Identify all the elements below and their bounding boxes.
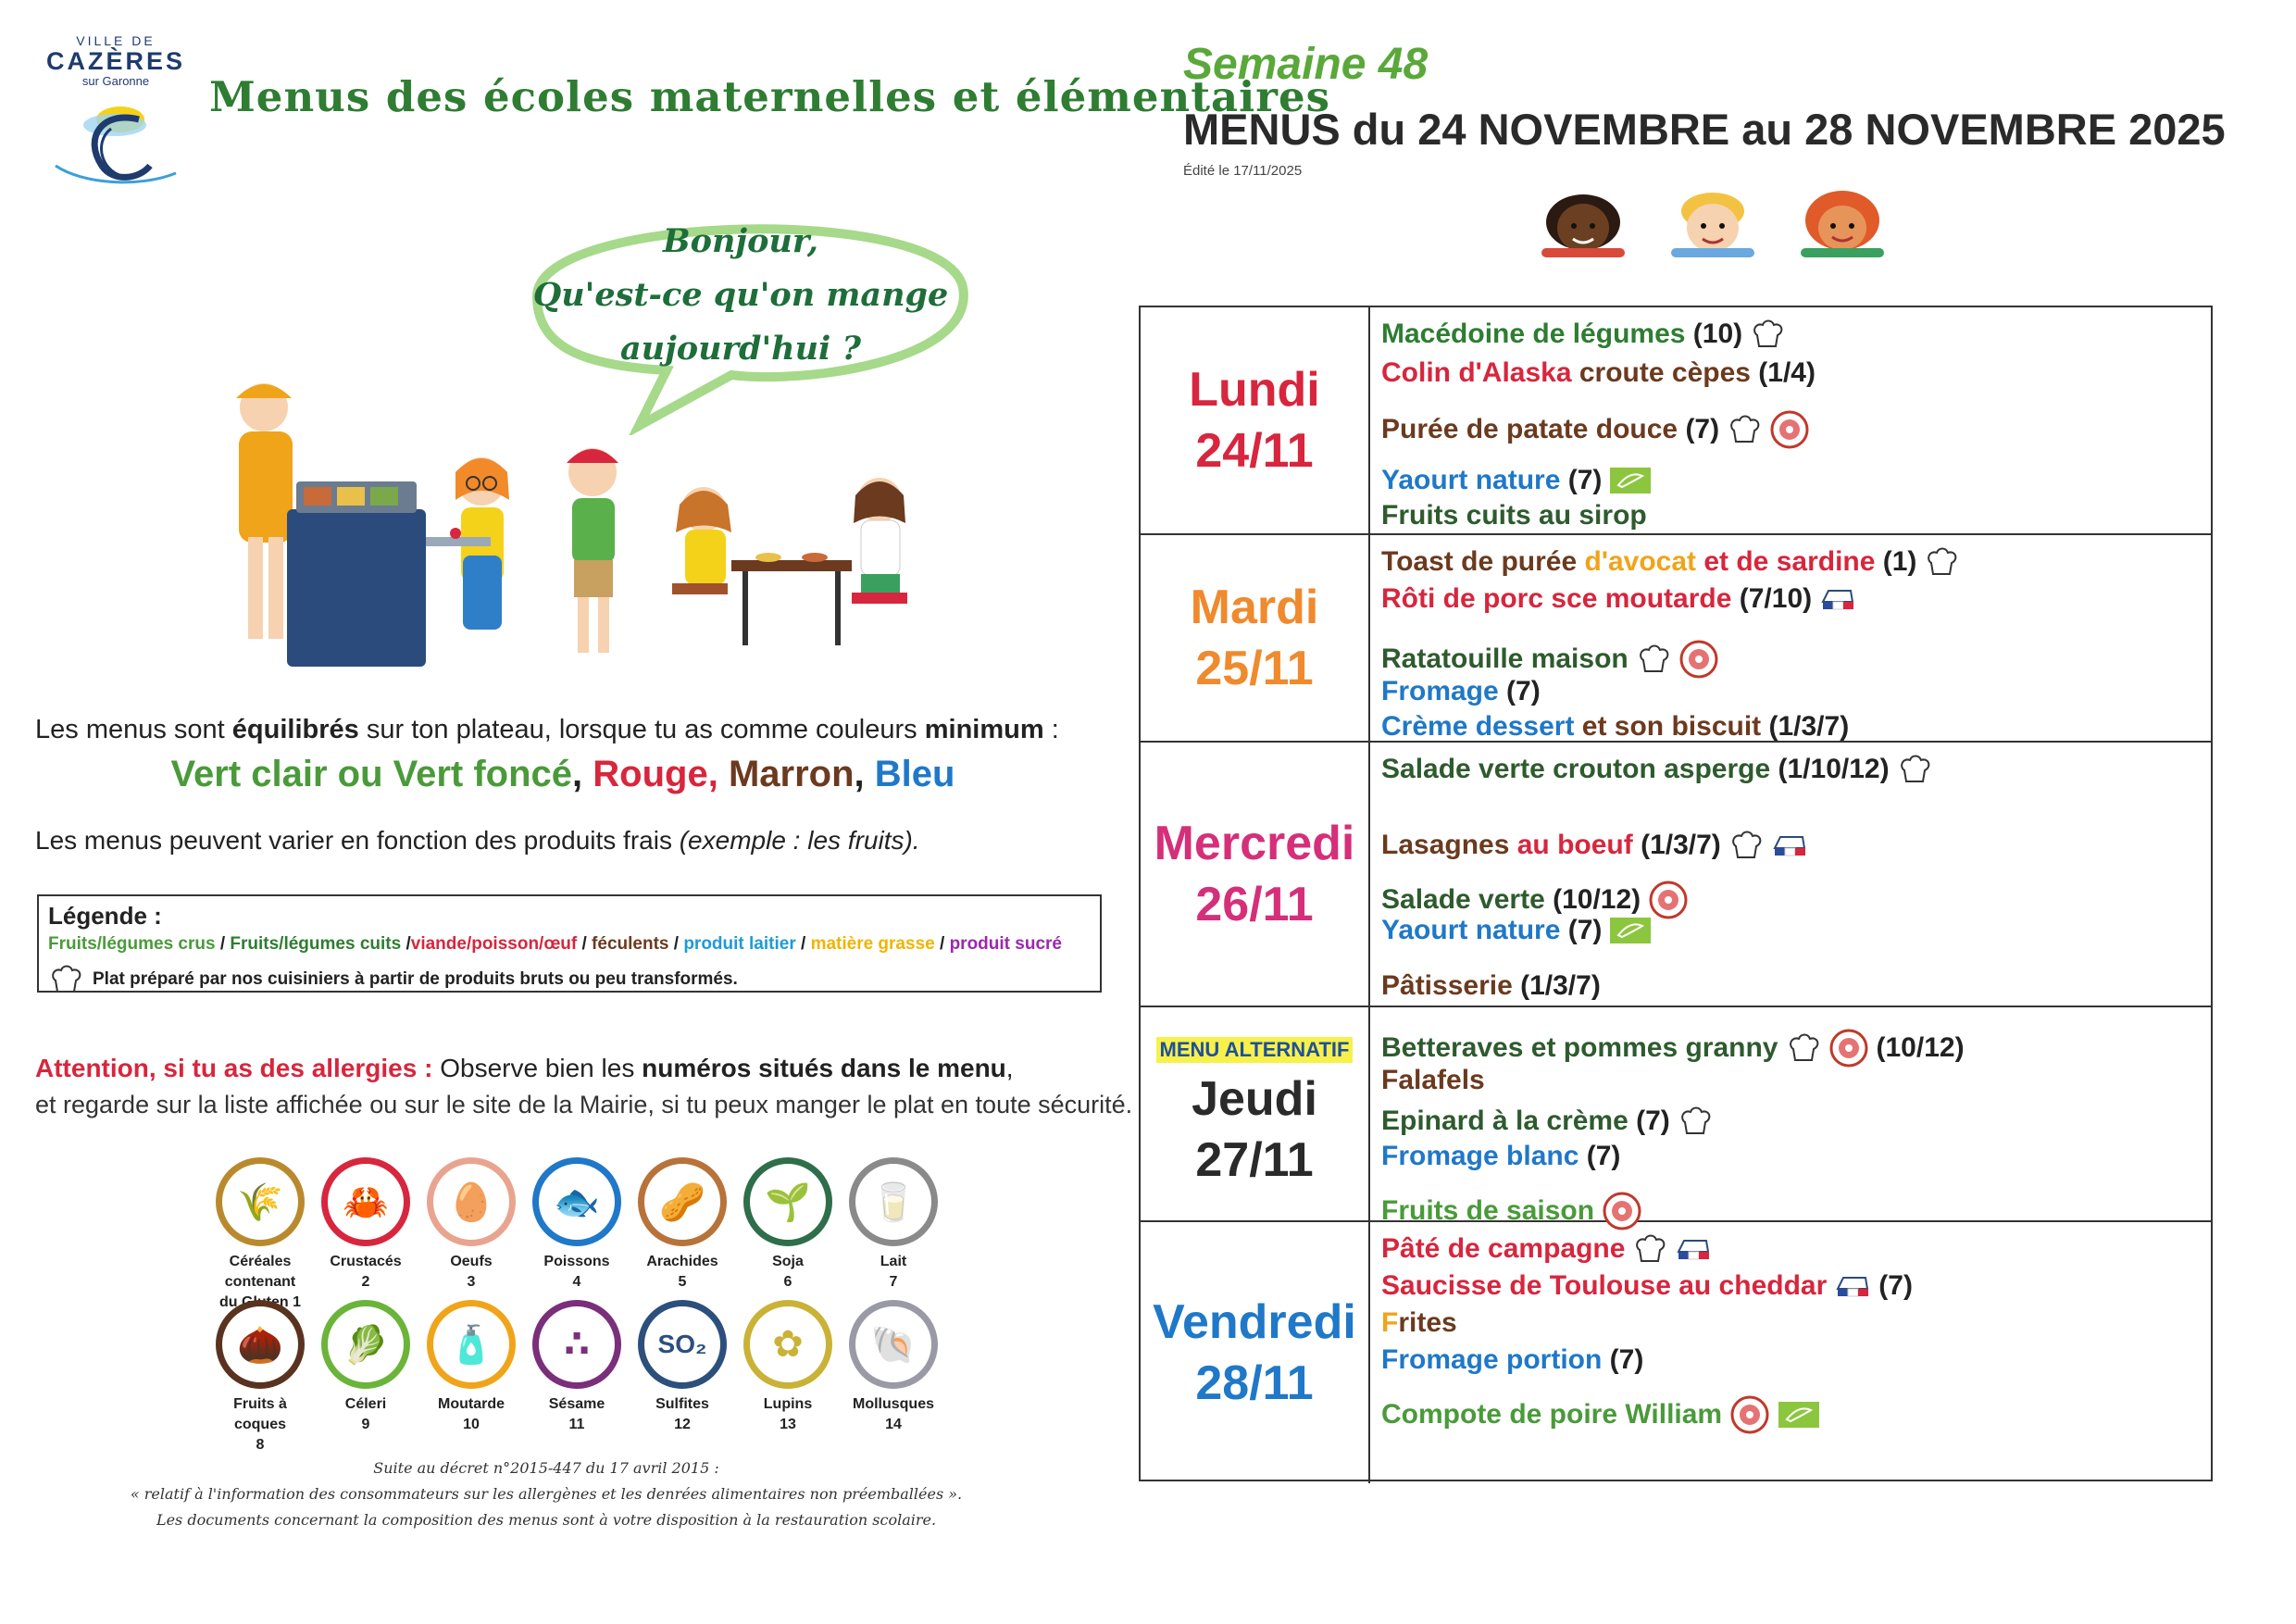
dish-text-part: Salade verte crouton asperge	[1381, 754, 1771, 784]
dish-text-part: Lasagnes	[1381, 830, 1510, 860]
dish-text-part: Crème dessert	[1381, 711, 1575, 742]
canteen-illustration	[213, 370, 917, 676]
allergen-label: Sésame	[548, 1396, 605, 1412]
dish-name	[1381, 465, 1602, 496]
dish-name	[1381, 319, 1742, 350]
allergen-4	[526, 1157, 628, 1293]
nuts-icon-glyph: 🌰	[237, 1324, 283, 1366]
day-date: 25/11	[1195, 642, 1314, 695]
wheat-icon-glyph: 🌾	[237, 1181, 283, 1223]
dish-text-part: Salade verte	[1381, 884, 1545, 915]
legend-category-10: matière grasse	[810, 934, 935, 954]
balance-bold-1: équilibrés	[231, 715, 359, 744]
allergy-warning-2: et regarde sur la liste affichée ou sur le site de la Mairie, si tu peux manger le plat en toute sécurité.	[35, 1091, 1133, 1118]
dish-item	[1381, 1394, 1820, 1435]
dish-item	[1381, 1104, 1713, 1139]
chef-hat-icon	[1728, 828, 1764, 863]
allergen-label: Fruits à coques	[233, 1396, 287, 1432]
dish-allergen-codes: (10/12)	[1876, 1032, 1965, 1063]
allergen-13	[737, 1300, 839, 1435]
dish-item	[1381, 1065, 1485, 1096]
dish-text-part: au boeuf	[1509, 830, 1633, 860]
dish-item	[1381, 828, 1808, 863]
allergen-11	[526, 1300, 628, 1435]
allergen-number: 11	[568, 1417, 585, 1432]
allergen-14	[842, 1300, 944, 1435]
dish-text-part: (10)	[1685, 319, 1743, 349]
dish-text-part: Betteraves et pommes granny	[1381, 1032, 1778, 1063]
milk-icon	[849, 1157, 938, 1246]
kid-face-1-icon	[1532, 185, 1634, 261]
peanut-icon	[638, 1157, 727, 1246]
allergen-label: Lupins	[763, 1396, 813, 1412]
dish-text-part: Rôti de porc sce moutarde	[1381, 583, 1732, 614]
kid-face-2-icon	[1662, 185, 1764, 261]
day-date: 24/11	[1195, 424, 1314, 478]
legend-category-12: produit sucré	[949, 934, 1062, 954]
allergen-9	[315, 1300, 417, 1435]
dish-item	[1381, 752, 1932, 787]
allergy-text-bold: numéros situés dans le menu	[642, 1054, 1006, 1082]
allergen-label: Céréales contenant	[224, 1254, 296, 1290]
chef-hat-icon	[48, 962, 83, 997]
dish-item	[1381, 465, 1652, 496]
dish-text-part: Fromage	[1381, 676, 1499, 706]
legend-category-3: /	[401, 934, 411, 954]
legend-category-2: Fruits/légumes cuits	[230, 934, 402, 954]
legal-line-2: « relatif à l'information des consommateurs sur les allergènes et les denrées alimentaires non préemballées ».	[130, 1485, 963, 1503]
dish-name	[1381, 1399, 1722, 1430]
legend-chef-pre: Plat préparé par nos cuisiniers	[93, 969, 350, 989]
legal-note	[111, 1455, 981, 1533]
legend-category-8: produit laitier	[683, 934, 796, 954]
color-word-1: ,	[572, 754, 593, 794]
day-date: 26/11	[1195, 878, 1314, 931]
page-title: Menus des écoles maternelles et élémentaires	[209, 72, 1330, 121]
dish-text-part: Ratatouille maison	[1381, 643, 1628, 674]
sesame-icon	[532, 1300, 621, 1389]
allergen-number: 4	[572, 1274, 581, 1290]
dish-name	[1381, 414, 1719, 445]
allergen-number: 12	[674, 1417, 691, 1432]
dish-name	[1381, 1270, 1827, 1302]
dish-name	[1381, 970, 1601, 1002]
dish-text-part: Colin d'Alaska	[1381, 357, 1572, 388]
day-name: Mardi	[1190, 581, 1319, 634]
label-rouge-icon	[1678, 639, 1719, 680]
legend-category-11: /	[934, 934, 950, 954]
dish-text-part: (7)	[1498, 676, 1541, 706]
menu-day-row-mardi	[1141, 535, 2211, 743]
menu-table	[1139, 306, 2213, 1481]
eu-organic-leaf-icon	[1609, 467, 1652, 494]
chef-hat-icon	[1678, 1104, 1713, 1139]
dish-text-part: Macédoine de légumes	[1381, 319, 1686, 349]
french-meat-origin-icon	[1834, 1272, 1871, 1300]
dish-text-part: Fromage blanc	[1381, 1141, 1579, 1171]
soy-icon	[743, 1157, 832, 1246]
chef-hat-icon	[1636, 642, 1671, 677]
vary-pre: Les menus peuvent varier en fonction des produits frais	[35, 826, 680, 855]
peanut-icon-glyph: 🥜	[659, 1181, 705, 1223]
dish-text-part: (7)	[1602, 1344, 1644, 1375]
day-cell	[1141, 743, 1370, 1006]
french-meat-origin-icon	[1819, 585, 1856, 613]
eggs-icon-glyph: 🥚	[448, 1181, 494, 1223]
alternative-menu-tag: MENU ALTERNATIF	[1156, 1037, 1354, 1063]
allergen-6	[737, 1157, 839, 1293]
vary-italic: (exemple : les fruits).	[679, 826, 920, 855]
soy-icon-glyph: 🌱	[765, 1181, 811, 1223]
balance-mid: sur ton plateau, lorsque tu as comme couleurs	[358, 715, 925, 744]
bubble-line-2: Qu'est-ce qu'on mange	[532, 276, 949, 314]
allergen-label: Lait	[880, 1254, 907, 1269]
dish-item	[1381, 544, 1959, 580]
dish-text-part: (7/10)	[1731, 583, 1813, 614]
dish-text-part: Purée de patate douce	[1381, 414, 1678, 444]
legend-category-9: /	[795, 934, 811, 954]
eu-organic-leaf-icon	[1609, 917, 1652, 944]
color-word-0: Vert clair ou Vert foncé	[170, 754, 573, 794]
dish-text-part: d'avocat	[1584, 546, 1697, 577]
allergen-number: 8	[256, 1437, 265, 1453]
dish-name	[1381, 1032, 1778, 1064]
dish-item	[1381, 1028, 1965, 1068]
dish-text-part: Compote de poire William	[1381, 1399, 1723, 1430]
dish-text-part: Fruits cuits au sirop	[1381, 500, 1647, 531]
allergen-number: 2	[361, 1274, 370, 1290]
dish-text-part: (7)	[1560, 915, 1603, 945]
dish-name	[1381, 830, 1721, 861]
french-meat-origin-icon	[1771, 831, 1808, 859]
allergen-label: Arachides	[646, 1254, 718, 1269]
chef-hat-icon	[1632, 1231, 1667, 1267]
edited-date: Édité le 17/11/2025	[1183, 163, 1303, 179]
sulfites-icon	[638, 1300, 727, 1389]
kid-face-3-icon	[1791, 185, 1893, 261]
balance-post: :	[1043, 715, 1059, 744]
day-name: Vendredi	[1153, 1295, 1356, 1349]
allergy-text-post: ,	[1005, 1054, 1014, 1082]
allergen-12	[631, 1300, 733, 1435]
day-date: 28/11	[1195, 1356, 1314, 1410]
dish-item	[1381, 1307, 1457, 1339]
dish-name	[1381, 711, 1849, 743]
legend-category-0: Fruits/légumes crus	[48, 934, 216, 954]
dish-name	[1381, 1233, 1625, 1265]
chef-hat-icon	[1786, 1031, 1821, 1066]
chef-hat-icon	[1924, 544, 1959, 580]
dish-name	[1381, 1141, 1620, 1172]
day-date: 27/11	[1195, 1133, 1314, 1187]
legend-title: Légende :	[48, 902, 162, 930]
celery-icon	[321, 1300, 410, 1389]
legend-category-4: viande/poisson/œuf	[410, 934, 578, 954]
dish-text-part: (1/4)	[1750, 357, 1816, 388]
label-rouge-icon	[1828, 1028, 1869, 1068]
dish-text-part: Saucisse de Toulouse au cheddar	[1381, 1270, 1828, 1301]
allergy-lead: Attention, si tu as des allergies :	[35, 1054, 433, 1082]
balance-text	[35, 715, 1059, 745]
dish-text-part: rites	[1398, 1307, 1457, 1338]
shell-icon	[849, 1300, 938, 1389]
dish-text-part: F	[1381, 1307, 1399, 1338]
dish-name	[1381, 676, 1541, 707]
color-word-4: ,	[854, 754, 875, 794]
menu-day-row-mercredi	[1141, 743, 2211, 1007]
allergen-8	[209, 1300, 311, 1455]
dish-item	[1381, 1270, 1913, 1302]
sesame-icon-glyph: ∴	[564, 1324, 590, 1365]
dish-text-part: Yaourt nature	[1381, 465, 1561, 495]
color-word-5: Bleu	[874, 754, 955, 794]
eu-organic-leaf-icon	[1778, 1401, 1820, 1429]
dish-item	[1381, 1344, 1643, 1376]
milk-icon-glyph: 🥛	[870, 1181, 917, 1223]
allergen-number: 10	[463, 1417, 480, 1432]
label-rouge-icon	[1648, 880, 1689, 920]
logo-sub: sur Garonne	[81, 74, 150, 88]
allergen-3	[420, 1157, 522, 1293]
dish-text-part: (1/10/12)	[1770, 754, 1890, 784]
dish-item	[1381, 357, 1816, 389]
dish-text-part: Pâtisserie	[1381, 970, 1513, 1001]
menu-day-row-jeudi	[1141, 1007, 2211, 1226]
dish-name	[1381, 754, 1890, 785]
menu-day-row-lundi	[1141, 307, 2211, 535]
allergen-number: 13	[780, 1417, 796, 1432]
dish-name	[1381, 1065, 1485, 1096]
fish-icon	[532, 1157, 621, 1246]
dish-name	[1381, 500, 1647, 531]
day-cell	[1141, 307, 1370, 533]
dish-name	[1381, 884, 1641, 916]
dish-text-part: et son biscuit	[1574, 711, 1762, 742]
color-word-2: Rouge,	[593, 754, 718, 794]
legend-category-1: /	[215, 934, 231, 954]
dish-item	[1381, 970, 1601, 1002]
lupin-icon-glyph: ✿	[772, 1324, 804, 1365]
allergen-number: 5	[678, 1274, 687, 1290]
day-name: Lundi	[1189, 363, 1320, 417]
dish-text-part: (7)	[1560, 465, 1603, 495]
legend-category-6: féculents	[592, 934, 669, 954]
legend-chef-line	[48, 962, 1091, 997]
dish-text-part: croute cèpes	[1571, 357, 1751, 388]
chef-hat-icon	[1727, 412, 1762, 447]
dish-item	[1381, 639, 1719, 680]
legend-category-5: /	[577, 934, 593, 954]
allergen-label: Poissons	[543, 1254, 610, 1269]
dish-allergen-codes: (7)	[1878, 1270, 1913, 1301]
allergen-5	[631, 1157, 733, 1293]
day-cell	[1141, 1007, 1370, 1220]
dish-item	[1381, 500, 1647, 531]
dish-item	[1381, 711, 1849, 743]
dish-item	[1381, 915, 1652, 946]
label-rouge-icon	[1769, 409, 1810, 450]
logo-c-emblem-icon	[46, 92, 185, 194]
dish-item	[1381, 1141, 1620, 1172]
legend-categories	[48, 934, 1091, 955]
menu-date-range: MENUS du 24 NOVEMBRE au 28 NOVEMBRE 2025	[1183, 105, 2226, 154]
dish-name	[1381, 1106, 1670, 1137]
dish-name	[1381, 915, 1602, 946]
dish-text-part: Epinard à la crème	[1381, 1106, 1628, 1136]
day-cell	[1141, 535, 1370, 741]
legend-box	[37, 894, 1102, 993]
allergy-text-pre: Observe bien les	[432, 1054, 643, 1082]
allergen-number: 7	[889, 1274, 898, 1290]
dish-text-part: Yaourt nature	[1381, 915, 1561, 945]
allergen-number: 3	[467, 1274, 476, 1290]
allergen-label: Oeufs	[450, 1254, 493, 1269]
dish-text-part: (1/3/7)	[1512, 970, 1601, 1001]
allergen-label: Céleri	[344, 1396, 387, 1412]
bubble-line-3: aujourd'hui ?	[619, 330, 862, 368]
mustard-icon	[427, 1300, 516, 1389]
day-cell	[1141, 1222, 1370, 1483]
dish-item	[1381, 317, 1785, 352]
allergen-7	[842, 1157, 944, 1293]
nuts-icon	[216, 1300, 305, 1389]
legal-line-1: Suite au décret n°2015-447 du 17 avril 2015 :	[373, 1459, 719, 1477]
allergen-number: 14	[885, 1417, 902, 1432]
city-logo	[37, 33, 194, 200]
lupin-icon	[743, 1300, 832, 1389]
dish-name	[1381, 1307, 1457, 1339]
vary-text	[35, 826, 920, 856]
allergen-number: du Gluten 1	[219, 1294, 301, 1310]
dish-text-part: (7)	[1578, 1141, 1621, 1171]
minimum-colors-line	[35, 754, 1091, 795]
dish-text-part: Fromage portion	[1381, 1344, 1603, 1375]
dish-text-part: Toast de purée	[1381, 546, 1585, 577]
legal-line-3: Les documents concernant la composition des menus sont à votre disposition à la restauration scolaire.	[156, 1511, 937, 1529]
dish-text-part: Falafels	[1381, 1065, 1485, 1095]
dish-name	[1381, 583, 1812, 615]
crab-icon-glyph: 🦀	[343, 1181, 389, 1223]
dish-text-part: Pâté de campagne	[1381, 1233, 1626, 1264]
logo-town: CAZÈRES	[45, 47, 185, 75]
color-word-3: Marron	[718, 754, 855, 794]
label-rouge-icon	[1729, 1394, 1770, 1435]
legend-category-7: /	[668, 934, 684, 954]
dish-text-part: (7)	[1678, 414, 1720, 444]
shell-icon-glyph: 🐚	[870, 1324, 917, 1366]
logo-ville: VILLE DE	[76, 33, 156, 48]
allergen-number: 6	[783, 1274, 792, 1290]
dish-name	[1381, 643, 1628, 675]
balance-bold-2: minimum	[924, 715, 1044, 744]
eggs-icon	[427, 1157, 516, 1246]
allergen-label: Sulfites	[655, 1396, 709, 1412]
mustard-icon-glyph: 🧴	[448, 1324, 494, 1366]
dish-name	[1381, 546, 1916, 578]
chef-hat-icon	[1750, 317, 1785, 352]
legend-chef-post: à partir de produits bruts ou peu transformés.	[349, 969, 738, 989]
dish-text-part: et de sardine	[1696, 546, 1876, 577]
allergy-warning	[35, 1054, 1014, 1083]
day-name: Mercredi	[1154, 817, 1355, 870]
chef-hat-icon	[1897, 752, 1932, 787]
allergen-label: Soja	[772, 1254, 804, 1269]
allergen-label: Moutarde	[438, 1396, 505, 1412]
dish-item	[1381, 409, 1810, 450]
dish-item	[1381, 1231, 1712, 1267]
allergen-1	[209, 1157, 311, 1313]
dish-text-part: (1)	[1875, 546, 1917, 577]
dish-name	[1381, 1344, 1643, 1376]
allergen-label: Mollusques	[852, 1396, 934, 1412]
allergen-2	[315, 1157, 417, 1293]
bubble-text	[523, 215, 958, 376]
french-meat-origin-icon	[1675, 1235, 1712, 1263]
dish-text-part: (10/12)	[1544, 884, 1641, 915]
allergen-number: 9	[361, 1417, 370, 1432]
dish-text-part: (1/3/7)	[1632, 830, 1721, 860]
balance-pre: Les menus sont	[35, 715, 232, 744]
bubble-line-1: Bonjour,	[663, 222, 818, 260]
dish-item	[1381, 676, 1541, 707]
fish-icon-glyph: 🐟	[554, 1181, 600, 1223]
dish-text-part: (1/3/7)	[1761, 711, 1850, 742]
dish-item	[1381, 583, 1856, 615]
sulfites-icon-glyph: SO₂	[657, 1330, 707, 1358]
menu-day-row-vendredi	[1141, 1222, 2211, 1483]
wheat-icon	[216, 1157, 305, 1246]
crab-icon	[321, 1157, 410, 1246]
dish-name	[1381, 357, 1816, 389]
week-label: Semaine 48	[1183, 40, 1429, 89]
allergen-label: Crustacés	[330, 1254, 402, 1269]
dish-text-part: (7)	[1628, 1106, 1670, 1136]
allergen-10	[420, 1300, 522, 1435]
dish-text-part: Fruits de saison	[1381, 1195, 1595, 1226]
celery-icon-glyph: 🥬	[343, 1324, 389, 1366]
day-name: Jeudi	[1192, 1072, 1317, 1126]
